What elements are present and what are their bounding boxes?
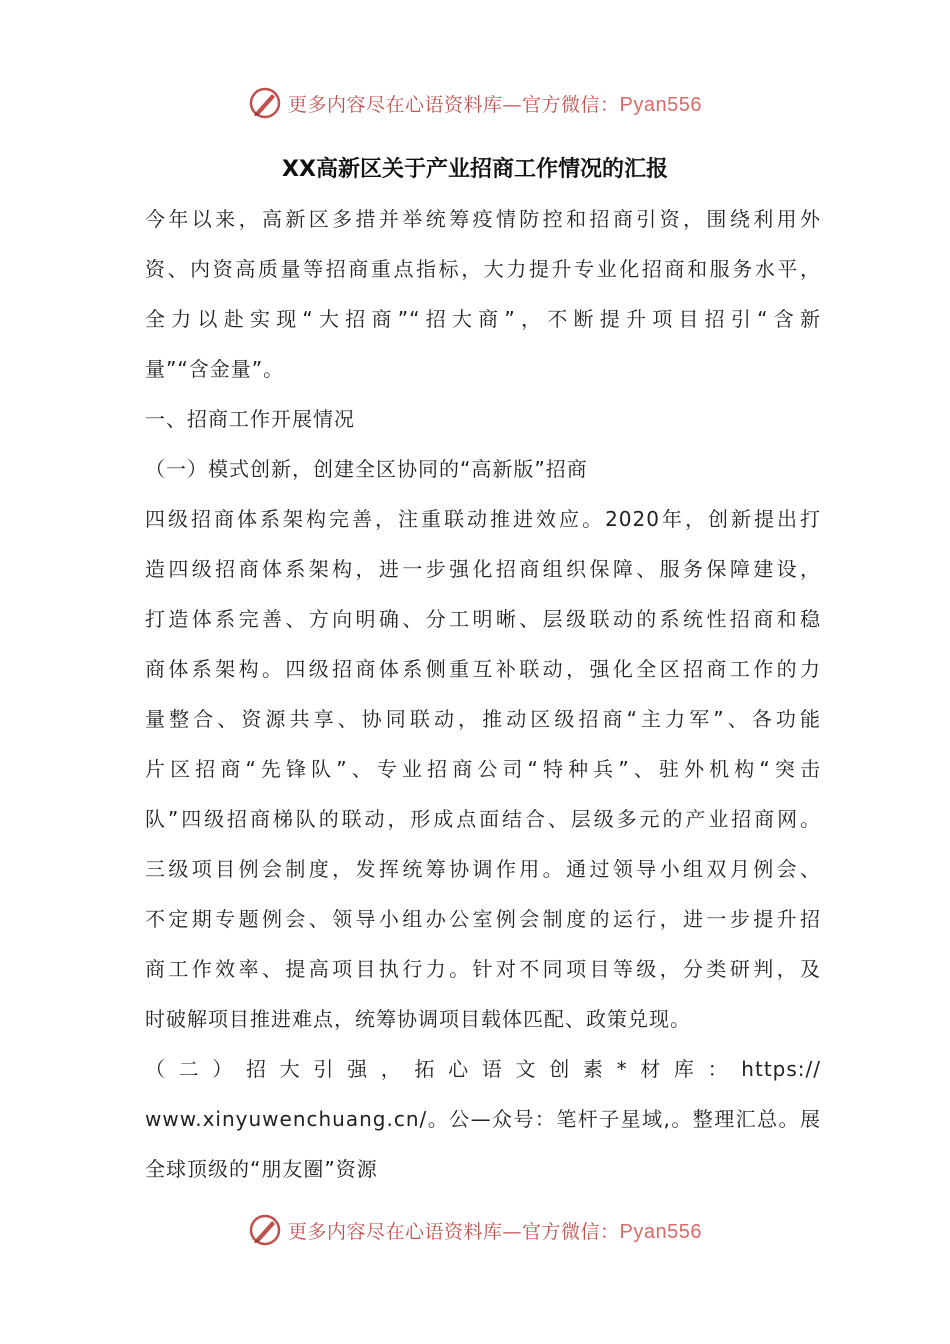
- subsection-heading: （一）模式创新，创建全区协同的“高新版”招商: [145, 457, 588, 481]
- body-line: www.xinyuwenchuang.cn/。公—众号：笔杆子星域,。整理汇总。展: [145, 1107, 821, 1131]
- watermark-text: 更多内容尽在心语资料库—官方微信：Pyan556: [288, 1220, 702, 1243]
- body-line: 全力以赴实现“大招商”“招大商”，不断提升项目招引“含新: [145, 307, 821, 331]
- body-line: 片区招商“先锋队”、专业招商公司“特种兵”、驻外机构“突击: [145, 757, 821, 781]
- body-line: 商工作效率、提高项目执行力。针对不同项目等级，分类研判，及: [145, 957, 821, 981]
- body-line: 量”“含金量”。: [145, 357, 285, 381]
- footer-watermark: [0, 1205, 950, 1255]
- body-line: 时破解项目推进难点，统筹协调项目载体匹配、政策兑现。: [145, 1007, 691, 1031]
- subsection-heading: （二）招大引强，拓心语文创素*材库：https://: [145, 1057, 821, 1081]
- body-line: 量整合、资源共享、协同联动，推动区级招商“主力军”、各功能: [145, 707, 821, 731]
- body-line: 三级项目例会制度，发挥统筹协调作用。通过领导小组双月例会、: [145, 857, 821, 881]
- watermark-text: 更多内容尽在心语资料库—官方微信：Pyan556: [288, 93, 702, 116]
- body-line: 队”四级招商梯队的联动，形成点面结合、层级多元的产业招商网。: [145, 807, 821, 831]
- body-line: 不定期专题例会、领导小组办公室例会制度的运行，进一步提升招: [145, 907, 821, 931]
- body-line: 全球顶级的“朋友圈”资源: [145, 1157, 378, 1181]
- body-line: 今年以来，高新区多措并举统筹疫情防控和招商引资，围绕利用外: [145, 207, 821, 231]
- body-line: 商体系架构。四级招商体系侧重互补联动，强化全区招商工作的力: [145, 657, 821, 681]
- document-title: XX高新区关于产业招商工作情况的汇报: [282, 157, 668, 182]
- pen-logo-icon: [248, 86, 282, 120]
- header-watermark: [0, 78, 950, 128]
- body-line: 资、内资高质量等招商重点指标，大力提升专业化招商和服务水平，: [145, 257, 821, 281]
- body-line: 打造体系完善、方向明确、分工明晰、层级联动的系统性招商和稳: [145, 607, 821, 631]
- body-line: 四级招商体系架构完善，注重联动推进效应。2020年，创新提出打: [145, 507, 821, 531]
- body-line: 造四级招商体系架构，进一步强化招商组织保障、服务保障建设，: [145, 557, 821, 581]
- document-body: [145, 198, 821, 1198]
- section-heading: 一、招商工作开展情况: [145, 407, 355, 431]
- pen-logo-icon: [248, 1213, 282, 1247]
